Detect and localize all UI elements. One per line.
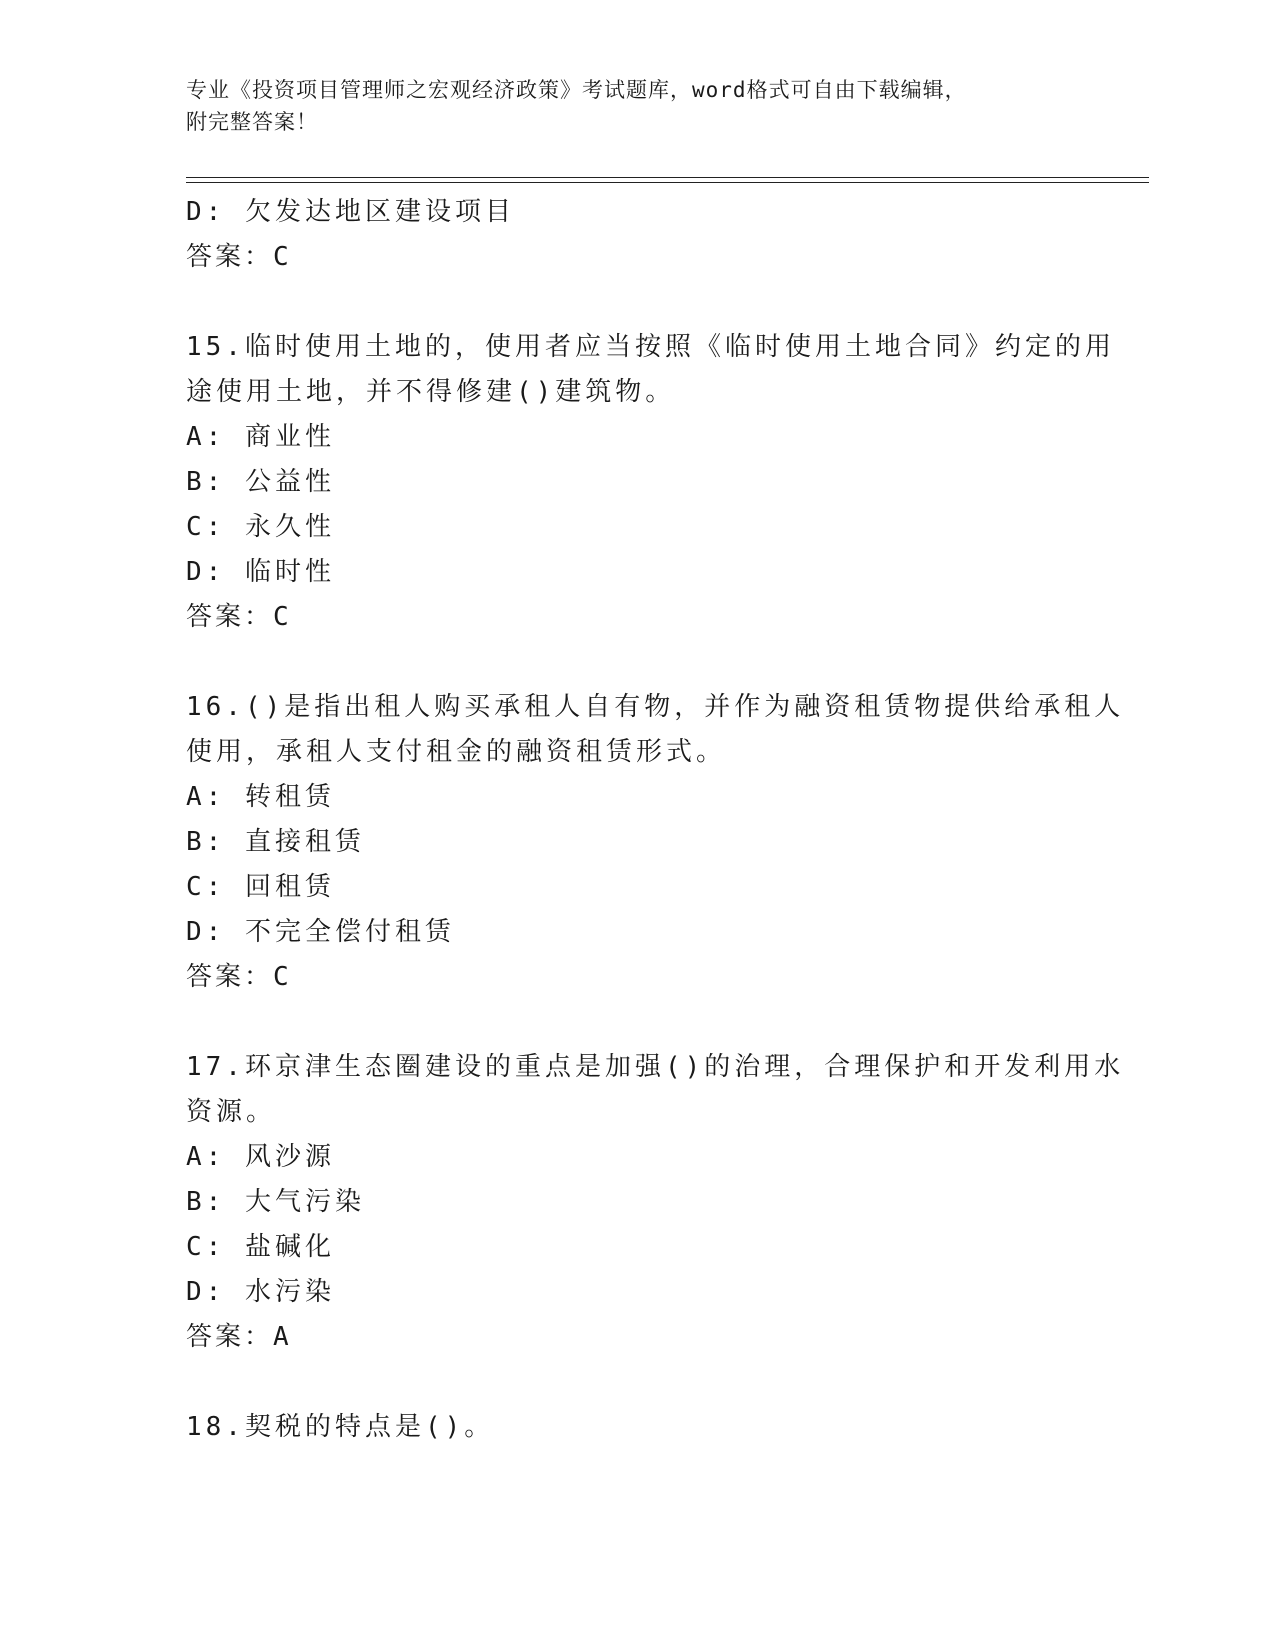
header-line-1: 专业《投资项目管理师之宏观经济政策》考试题库，word格式可自由下载编辑，: [186, 78, 967, 102]
spacer: [186, 1360, 1086, 1405]
option-c: C: 回租赁: [186, 872, 335, 902]
option-d: D: 欠发达地区建设项目: [186, 197, 515, 227]
question-block: [186, 685, 1125, 1000]
document-header: [186, 74, 1086, 138]
spacer: [186, 1000, 1086, 1045]
option-b: B: 大气污染: [186, 1187, 365, 1217]
question-text-line-1: 16.()是指出租人购买承租人自有物，并作为融资租赁物提供给承租人: [186, 692, 1125, 722]
question-text-line-1: 18.契税的特点是()。: [186, 1412, 495, 1442]
answer-line: [186, 595, 1086, 640]
answer-value: C: [273, 962, 289, 992]
header-divider-bottom: [186, 182, 1149, 183]
option-a: A: 商业性: [186, 422, 335, 452]
option-c: C: 盐碱化: [186, 1232, 335, 1262]
question-block: [186, 1405, 1086, 1450]
answer-line: [186, 235, 1086, 280]
answer-label: 答案：: [186, 1322, 274, 1352]
header-divider-top: [186, 177, 1149, 178]
spacer: [186, 640, 1086, 685]
option-c: C: 永久性: [186, 512, 335, 542]
answer-label: 答案：: [186, 962, 274, 992]
header-line-2: 附完整答案！: [186, 110, 318, 134]
option-d: D: 水污染: [186, 1277, 335, 1307]
option-a: A: 风沙源: [186, 1142, 335, 1172]
question-list: [186, 190, 1125, 1450]
question-block: [186, 1045, 1125, 1360]
option-b: B: 直接租赁: [186, 827, 365, 857]
answer-line: [186, 1315, 1086, 1360]
answer-value: A: [273, 1322, 289, 1352]
question-text-line-1: 15.临时使用土地的，使用者应当按照《临时使用土地合同》约定的用: [186, 332, 1115, 362]
question-block: [186, 325, 1115, 640]
option-a: A: 转租赁: [186, 782, 335, 812]
spacer: [186, 280, 1086, 325]
answer-label: 答案：: [186, 242, 274, 272]
question-text-line-1: 17.环京津生态圈建设的重点是加强()的治理，合理保护和开发利用水: [186, 1052, 1125, 1082]
option-d: D: 不完全偿付租赁: [186, 917, 455, 947]
option-d: D: 临时性: [186, 557, 335, 587]
question-text-line-2: 途使用土地，并不得修建()建筑物。: [186, 377, 676, 407]
answer-line: [186, 955, 1086, 1000]
question-text-line-2: 资源。: [186, 1097, 277, 1127]
answer-label: 答案：: [186, 602, 274, 632]
option-b: B: 公益性: [186, 467, 335, 497]
answer-value: C: [273, 242, 289, 272]
question-text-line-2: 使用，承租人支付租金的融资租赁形式。: [186, 737, 727, 767]
answer-value: C: [273, 602, 289, 632]
